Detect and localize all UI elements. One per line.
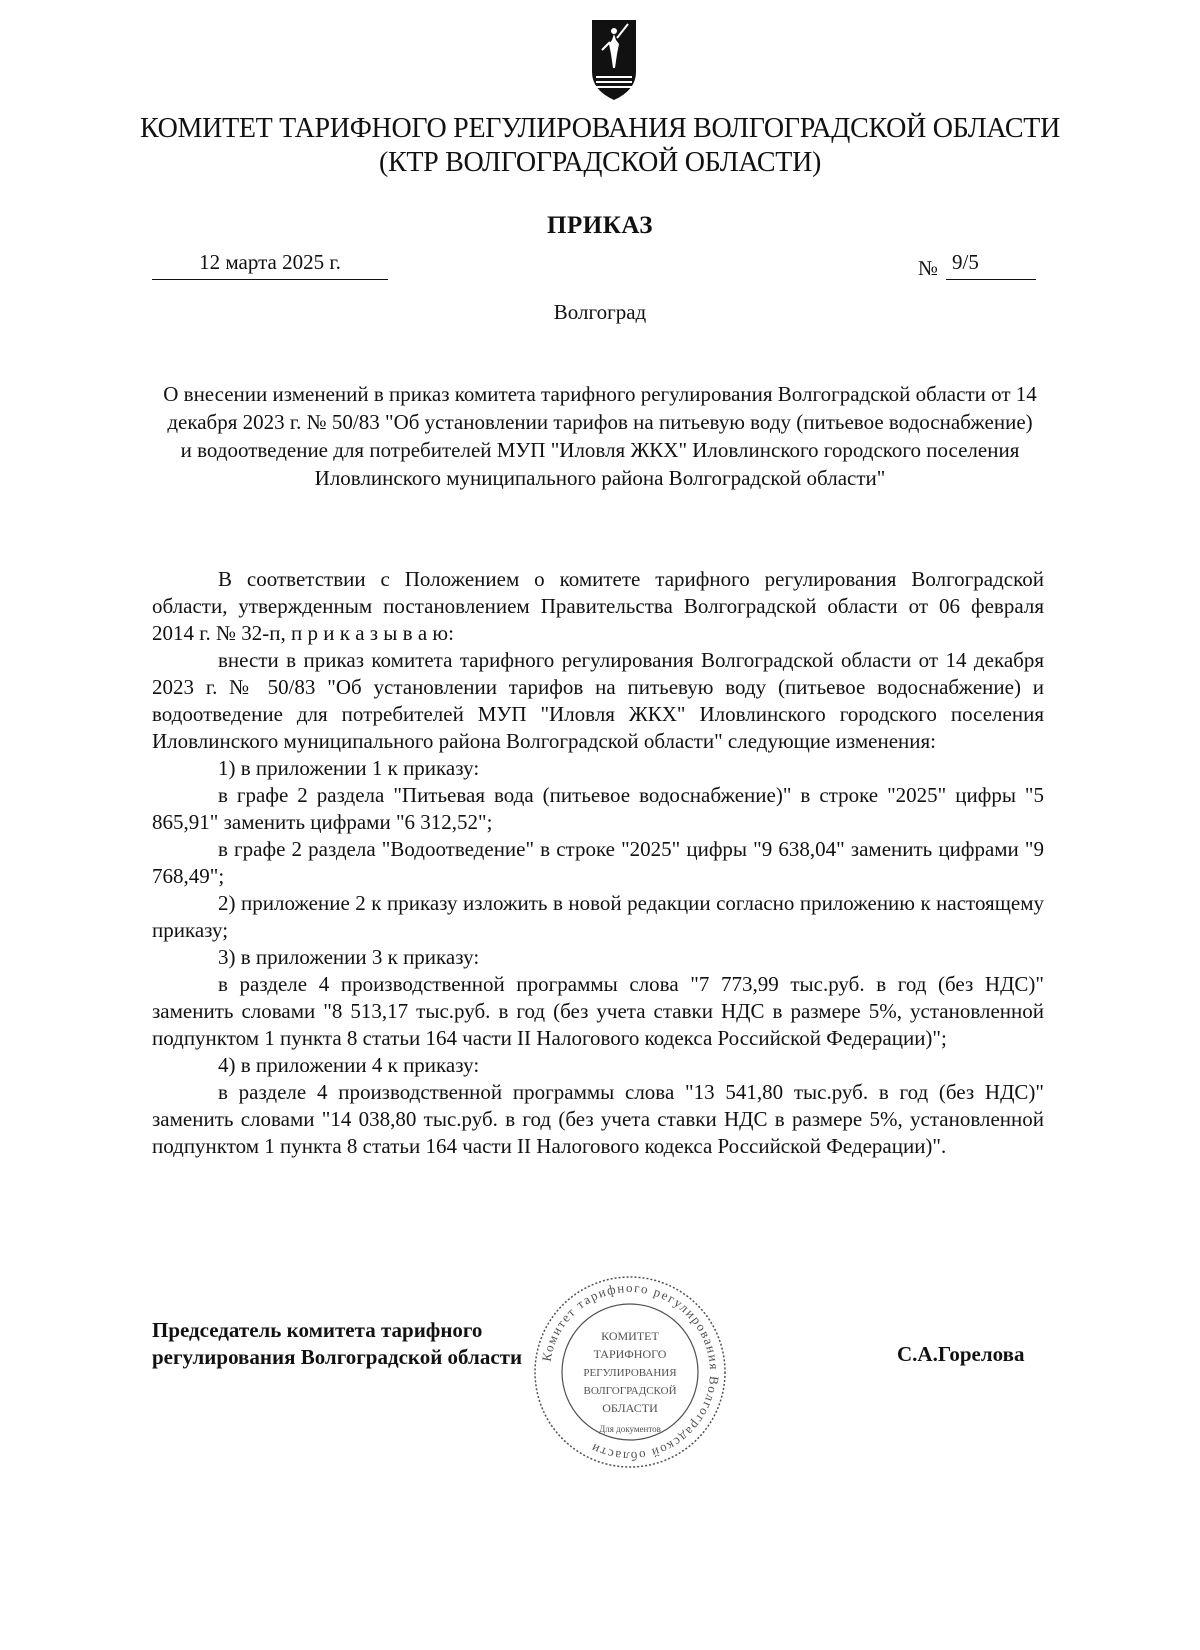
document-body <box>152 566 1044 1160</box>
document-city: Волгоград <box>553 300 647 324</box>
signatory-position <box>152 1317 522 1371</box>
volgograd-emblem-icon <box>588 18 640 104</box>
number-sign: № <box>918 256 939 280</box>
official-stamp <box>530 1272 730 1472</box>
body-paragraph: 2) приложение 2 к приказу изложить в новой редакции согласно приложению к настоящему приказу; <box>152 891 1044 942</box>
body-paragraph: внести в приказ комитета тарифного регулирования Волгоградской области от 14 декабря 2023 г. № 50/83 "Об установлении тарифов на питьевую воду (питьевое водоснабжение) и водоотведение для потребителей МУП "Иловля ЖКХ" Иловлинского городского поселения Иловлинского муниципального района Волгоградской области" следующие изменения: <box>152 648 1044 753</box>
stamp-inner-line: ОБЛАСТИ <box>602 1401 658 1415</box>
body-paragraph: в разделе 4 производственной программы слова "13 541,80 тыс.руб. в год (без НДС)" заменить словами "14 038,80 тыс.руб. в год (без учета ставки НДС в размере 5%, установленной подпунктом 1 пункта 8 статьи 164 части II Налогового кодекса Российской Федерации)". <box>152 1080 1044 1158</box>
signatory-position-line: Председатель комитета тарифного <box>152 1318 483 1342</box>
body-paragraph: в разделе 4 производственной программы слова "7 773,99 тыс.руб. в год (без НДС)" заменить словами "8 513,17 тыс.руб. в год (без учета ставки НДС в размере 5%, установленной подпунктом 1 пункта 8 статьи 164 части II Налогового кодекса Российской Федерации)"; <box>152 972 1044 1050</box>
stamp-outer-text: Комитет тарифного регулирования Волгоградской области <box>538 1279 723 1465</box>
document-type: ПРИКАЗ <box>547 212 653 239</box>
document-date: 12 марта 2025 г. <box>152 250 388 280</box>
stamp-inner-line: ТАРИФНОГО <box>593 1347 667 1361</box>
stamp-inner-line: РЕГУЛИРОВАНИЯ <box>583 1367 677 1379</box>
body-paragraph: 4) в приложении 4 к приказу: <box>218 1053 480 1077</box>
stamp-inner-line: ВОЛГОГРАДСКОЙ <box>583 1385 677 1397</box>
body-paragraph: В соответствии с Положением о комитете тарифного регулирования Волгоградской области, утвержденным постановлением Правительства Волгоградской области от 06 февраля 2014 г. № 32-п, п р и к а з ы в а ю: <box>152 567 1044 645</box>
body-paragraph: в графе 2 раздела "Водоотведение" в строке "2025" цифры "9 638,04" заменить цифрами "9 768,49"; <box>152 837 1044 888</box>
body-paragraph: 3) в приложении 3 к приказу: <box>218 945 480 969</box>
signatory-name: С.А.Горелова <box>897 1342 1025 1366</box>
organization-name <box>0 112 1200 180</box>
stamp-bottom-text: Для документов <box>599 1424 661 1434</box>
organization-name-line: КОМИТЕТ ТАРИФНОГО РЕГУЛИРОВАНИЯ ВОЛГОГРАДСКОЙ ОБЛАСТИ <box>139 113 1061 144</box>
body-paragraph: в графе 2 раздела "Питьевая вода (питьевое водоснабжение)" в строке "2025" цифры "5 865,91" заменить цифрами "6 312,52"; <box>152 783 1044 834</box>
stamp-inner-line: КОМИТЕТ <box>601 1329 659 1343</box>
document-number: 9/5 <box>946 250 1036 280</box>
signatory-position-line: регулирования Волгоградской области <box>152 1345 523 1369</box>
organization-abbreviation: (КТР ВОЛГОГРАДСКОЙ ОБЛАСТИ) <box>378 147 822 178</box>
document-subject: О внесении изменений в приказ комитета тарифного регулирования Волгоградской области от 14 декабря 2023 г. № 50/83 "Об установлении тарифов на питьевую воду (питьевое водоснабжение) и водоотведение для потребителей МУП "Иловля ЖКХ" Иловлинского городского поселения Иловлинского муниципального района Волгоградской области" <box>163 382 1037 490</box>
body-paragraph: 1) в приложении 1 к приказу: <box>218 756 480 780</box>
